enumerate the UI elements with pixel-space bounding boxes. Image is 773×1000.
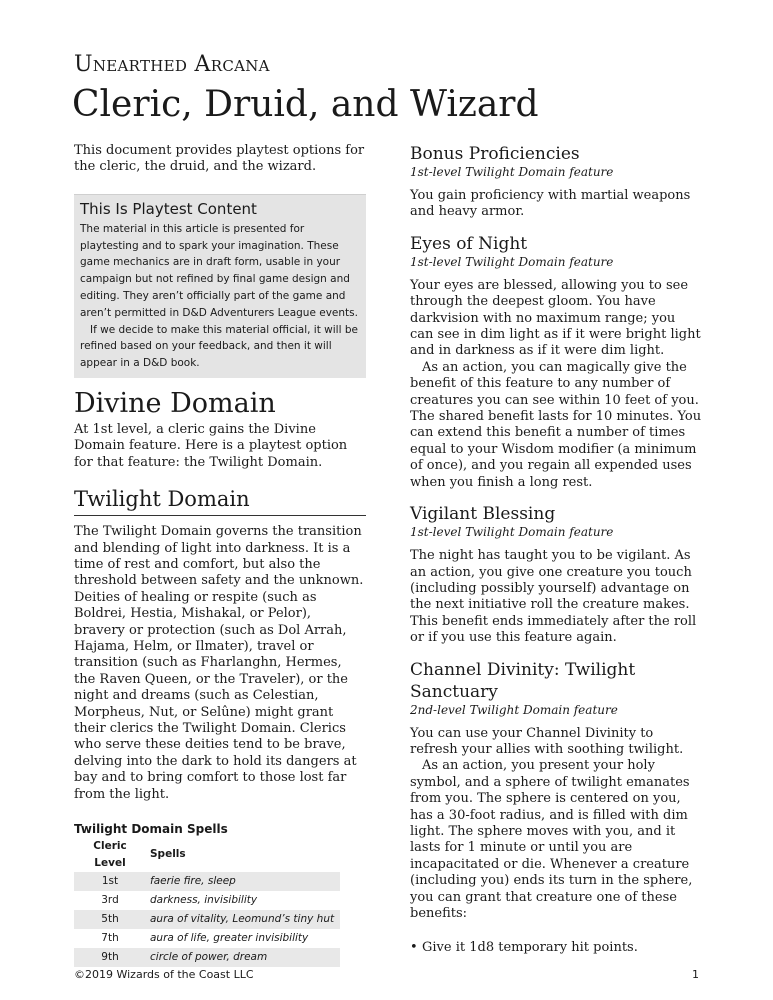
bonus-proficiencies-heading: Bonus Proficiencies [410,144,580,164]
table-row [74,872,340,891]
cell-level: 3rd [101,894,119,907]
table-row [74,891,340,910]
table-row [74,929,340,948]
cell-spells: circle of power, dream [146,948,340,967]
list-item [410,940,702,956]
cell-level: 7th [101,932,119,945]
cell-level: 5th [74,910,146,929]
cell-spells: darkness, invisibility [150,894,258,907]
sidebar-paragraph-2: If we decide to make this material official, it will be refined based on your feedback, and then it will appear in a D&D book. [80,323,358,370]
sidebar-title: This Is Playtest Content [80,199,257,218]
twilight-domain-paragraph: The Twilight Domain governs the transition and blending of light into darkness. It is a time of rest and comfort, but also the threshold between safety and the unknown. Deities of healing or respite (such as Boldrei, Hestia, Mishakal, or Pelor), bravery or protection (such as Dol Arrah, Hajama, Helm, or Ilmater), travel or transition (such as Fharlanghn, Hermes, the Raven Queen, or the Traveler), or the night and dreams (such as Celestian, Morpheus, Nut, or Selûne) might grant their clerics the Twilight Domain. Clerics who serve these deities tend to be brave, delving into the dark to hold its dangers at bay and to bring comfort to those lost far from the light. [74,524,364,802]
spells-table-title: Twilight Domain Spells [74,822,228,837]
bonus-proficiencies-paragraph: You gain proficiency with martial weapons and heavy armor. [410,188,691,220]
playtest-sidebar [74,194,366,378]
intro-paragraph: This document provides playtest options for the cleric, the druid, and the wizard. [74,143,365,175]
divine-domain-heading: Divine Domain [74,387,276,419]
eyes-of-night-subtitle: 1st-level Twilight Domain feature [410,254,614,269]
bullet-text: Give it 1d8 temporary hit points. [422,940,638,956]
channel-divinity-subtitle: 2nd-level Twilight Domain feature [410,702,618,717]
cell-level: 9th [74,948,146,967]
vigilant-blessing-heading: Vigilant Blessing [410,504,556,525]
left-column [74,143,366,967]
vigilant-blessing-subtitle: 1st-level Twilight Domain feature [410,525,614,540]
column-header-level: Cleric Level [93,840,127,869]
channel-divinity-heading: Channel Divinity: Twilight Sanctuary [410,659,636,702]
vigilant-blessing-paragraph: The night has taught you to be vigilant. As an action, you give one creature you touch (including possibly yourself) advantage on the next initiative roll the creature makes. This benefit ends immediately after the roll or if you use this feature again. [410,548,697,646]
eyes-of-night-heading: Eyes of Night [410,233,528,254]
cell-level: 1st [74,872,146,891]
twilight-domain-heading: Twilight Domain [74,485,366,516]
table-row [74,948,340,967]
footer-page-number: 1 [692,968,699,981]
document-kicker: Unearthed Arcana [74,52,270,77]
footer-copyright: ©2019 Wizards of the Coast LLC [74,968,254,981]
document-title: Cleric, Druid, and Wizard [72,84,539,125]
cell-spells: faerie fire, sleep [146,872,340,891]
table-row [74,910,340,929]
bullet-icon: • [410,940,418,956]
eyes-of-night-paragraph-2: As an action, you can magically give the benefit of this feature to any number of creatures you can see within 10 feet of you. The shared benefit lasts for 10 minutes. You can extend this benefit a number of times equal to your Wisdom modifier (a minimum of once), and you regain all expended uses when you finish a long rest. [410,359,702,490]
cell-spells: aura of vitality, Leomund’s tiny hut [146,910,340,929]
channel-divinity-paragraph-2: As an action, you present your holy symbol, and a sphere of twilight emanates from you. The sphere is centered on you, has a 30-foot radius, and is filled with dim light. The sphere moves with you, and it lasts for 1 minute or until you are incapacitated or die. Whenever a creature (including you) ends its turn in the sphere, you can grant that creature one of these benefits: [410,758,693,921]
right-column [410,143,702,957]
eyes-of-night-paragraph-1: Your eyes are blessed, allowing you to see through the deepest gloom. You have darkvision with no maximum range; you can see in dim light as if it were bright light and in darkness as if it were dim light. [410,277,701,359]
sidebar-paragraph-1: The material in this article is presented for playtesting and to spark your imagination. These game mechanics are in draft form, usable in your campaign but not refined by final game design and editing. They aren’t officially part of the game and aren’t permitted in D&D Adventurers League events. [80,222,358,319]
bonus-proficiencies-subtitle: 1st-level Twilight Domain feature [410,165,614,179]
column-header-spells: Spells [150,848,186,861]
table-header-row [74,837,340,872]
divine-domain-paragraph: At 1st level, a cleric gains the Divine Domain feature. Here is a playtest option for that feature: the Twilight Domain. [74,421,348,470]
channel-divinity-paragraph-1: You can use your Channel Divinity to refresh your allies with soothing twilight. [410,725,684,757]
spells-table [74,837,340,967]
cell-spells: aura of life, greater invisibility [150,932,309,945]
